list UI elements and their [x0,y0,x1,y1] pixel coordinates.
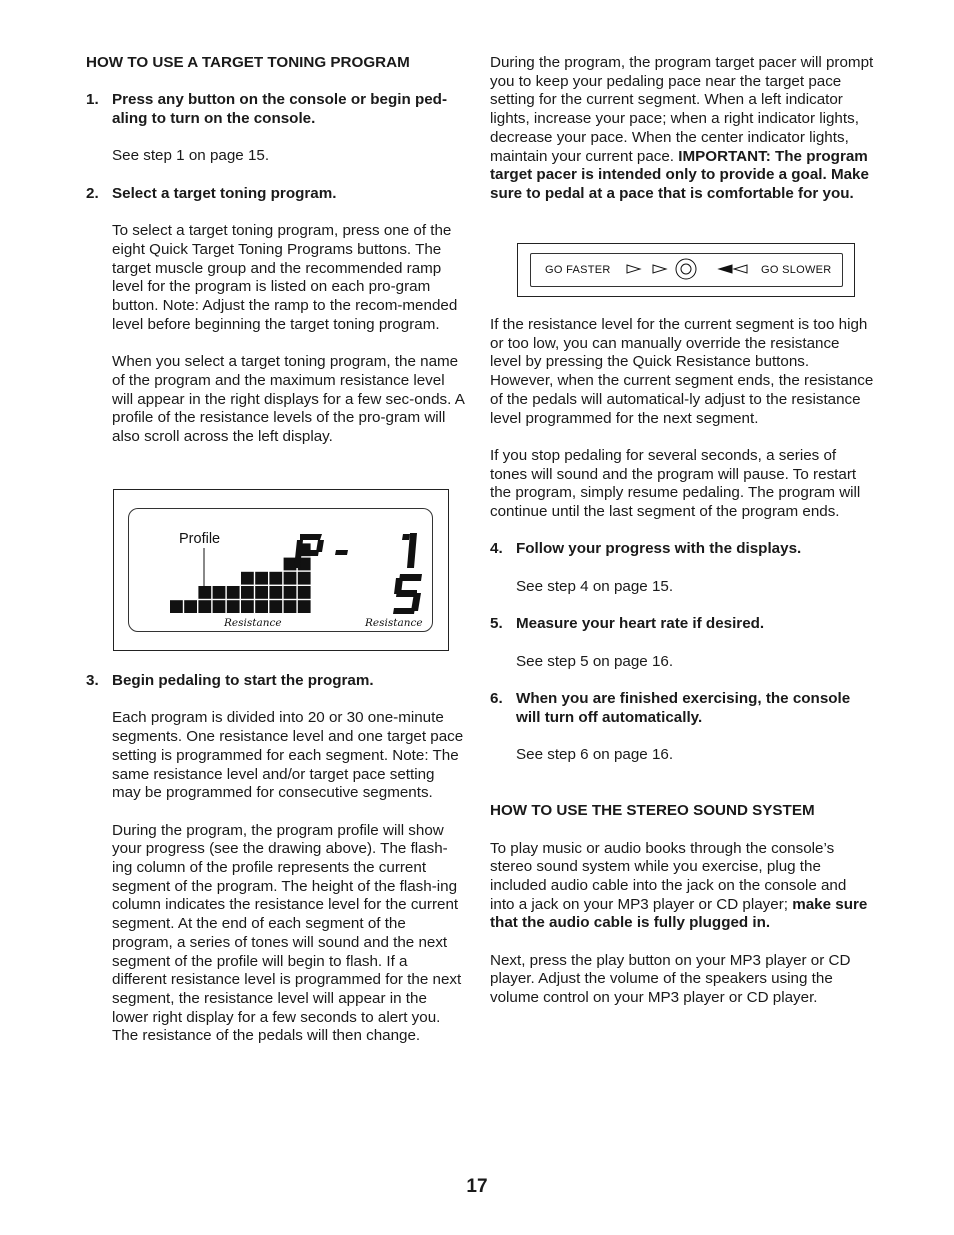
profile-bar-cell [241,586,254,599]
target-pacer-figure [517,243,855,297]
profile-bar-cell [255,586,268,599]
paragraph-stereo [490,840,874,934]
step-6 [490,690,874,727]
profile-bar-cell [227,600,240,613]
step-title: When you are finished exercising, the console will turn off automatically. [516,689,851,726]
profile-label: Profile [179,531,221,547]
step-3 [86,672,466,691]
left-column-lower [86,672,466,1046]
right-column [490,54,874,204]
resistance-caption-left: Resistance [224,617,282,629]
pacer-drawing [518,244,856,298]
segment-display-bottom [393,574,422,614]
profile-bar-cell [184,600,197,613]
step-number: 3. [86,672,99,689]
center-indicator-inner [681,264,691,274]
paragraph-text: To play music or audio books through the console’s stereo sound system while you exercise, plug the included audio cable into the jack on the console and into a jack on your MP3 player or CD player; [490,839,847,913]
paragraph-stereo-2: Next, press the play button on your MP3 player or CD player. Adjust the volume of the speakers using the volume control on your MP3 player or CD player. [490,951,851,1007]
right-column-lower [490,316,874,1008]
step-title: Begin pedaling to start the program. [112,672,374,689]
paragraph-stop: If you stop pedaling for several seconds, a series of tones will sound and the program will pause. To restart the program, simply resume pedaling. The program will continue until the last segment of the program ends. [490,446,861,521]
profile-bar-cell [284,600,297,613]
profile-bar-cell [213,600,226,613]
step-number: 4. [490,540,503,558]
profile-bar-cell [269,586,282,599]
go-faster-label: GO FASTER [545,264,611,276]
paragraph: During the program, the program profile will show your progress (see the drawing above). The flash-ing column of the profile represents the current segment of the program. The height of the flash-ing column indicates the resistance level for the current segment. At the end of each segment of the program, a series of tones will sound and the next segment of the profile will begin to flash. If a different resistance level is programmed for the next segment, the resistance level will appear in the lower right display for a few seconds to alert you. The resistance of the pedals will then change. [112,821,462,1045]
profile-bar-cell [170,600,183,613]
paragraph-text: During the program, the program target pacer will prompt you to keep your pedaling pace near the target pace setting for the current segment. When a left indicator lights, increase your pace; when a right indicator lights, decrease your pace. When the center indicator lights, maintain your current pace. [490,54,874,165]
center-indicator-icon [676,259,696,279]
paragraph: Each program is divided into 20 or 30 one-minute segments. One resistance level and one target pace setting is programmed for each segment. Note: The same resistance level and/or target pace setting may be programmed for consecutive segments. [112,709,464,802]
bold-note: make sure that the audio cable is fully plugged in. [490,895,868,932]
step-body: See step 5 on page 16. [516,652,674,670]
step-number: 1. [86,91,99,109]
profile-bar-cell [269,600,282,613]
important-note: IMPORTANT: The program target pacer is intended only to provide a goal. Make sure to pedal at a pace that is comfortable for you. [490,147,869,202]
step-1 [86,91,466,128]
step-title: Select a target toning program. [112,184,337,202]
profile-bar-cell [269,572,282,585]
heading-stereo: HOW TO USE THE STEREO SOUND SYSTEM [490,802,815,820]
profile-bar-cell [284,572,297,585]
profile-bar-cell [298,572,311,585]
faster-indicator-icon [627,265,640,273]
faster-indicator-icon [653,265,666,273]
paragraph-override: If the resistance level for the current segment is too high or too low, you can manually override the resistance level by pressing the Quick Resistance buttons. However, when the current segment ends, the resistance of the pedals will automatical-ly adjust to the resistance level programmed for the next segment. [490,316,874,427]
step-body: See step 4 on page 15. [516,577,674,595]
step-number: 5. [490,615,503,633]
paragraph: When you select a target toning program, the name of the program and the maximum resistance level will appear in the right displays for a few sec-onds. A profile of the resistance levels of the pro-gram will also scroll across the left display. [112,353,465,445]
profile-bar-cell [284,586,297,599]
step-number: 6. [490,689,503,707]
profile-bar-cell [241,600,254,613]
paragraph: To select a target toning program, press one of the eight Quick Target Toning Programs buttons. The target muscle group and the recommended ramp level for the program is listed on each pro-gram button. Note: Adjust the ramp to the recom-mended level before beginning the target toning program. [112,222,458,333]
profile-bar-cell [298,600,311,613]
step-body: See step 6 on page 16. [516,746,674,764]
step-number: 2. [86,184,99,202]
step-title: Measure your heart rate if desired. [516,615,765,633]
profile-bar-cell [241,572,254,585]
profile-bar-cell [227,586,240,599]
step-4 [490,540,874,559]
step-5 [490,615,874,634]
resistance-caption-right: Resistance [365,617,423,629]
profile-bar-cell [198,586,211,599]
profile-bar-cell [298,586,311,599]
left-column [86,54,466,447]
slower-indicator-icon [734,265,747,273]
step-title: Press any button on the console or begin ped-aling to turn on the console. [112,91,448,128]
step-body: See step 1 on page 15. [112,147,270,165]
heading-target-toning: HOW TO USE A TARGET TONING PROGRAM [86,54,410,71]
segment-display-top [294,533,417,568]
profile-bars [170,543,311,613]
go-slower-label: GO SLOWER [761,264,832,276]
slower-indicator-icon [719,265,732,273]
page-number: 17 [466,1176,488,1197]
profile-bar-cell [198,600,211,613]
profile-bar-cell [213,586,226,599]
paragraph-pacer [490,54,874,204]
profile-bar-cell [255,572,268,585]
step-title: Follow your progress with the displays. [516,540,802,558]
profile-display-figure [113,489,449,651]
profile-bar-cell [255,600,268,613]
profile-display-drawing [114,490,450,652]
step-2 [86,185,466,204]
